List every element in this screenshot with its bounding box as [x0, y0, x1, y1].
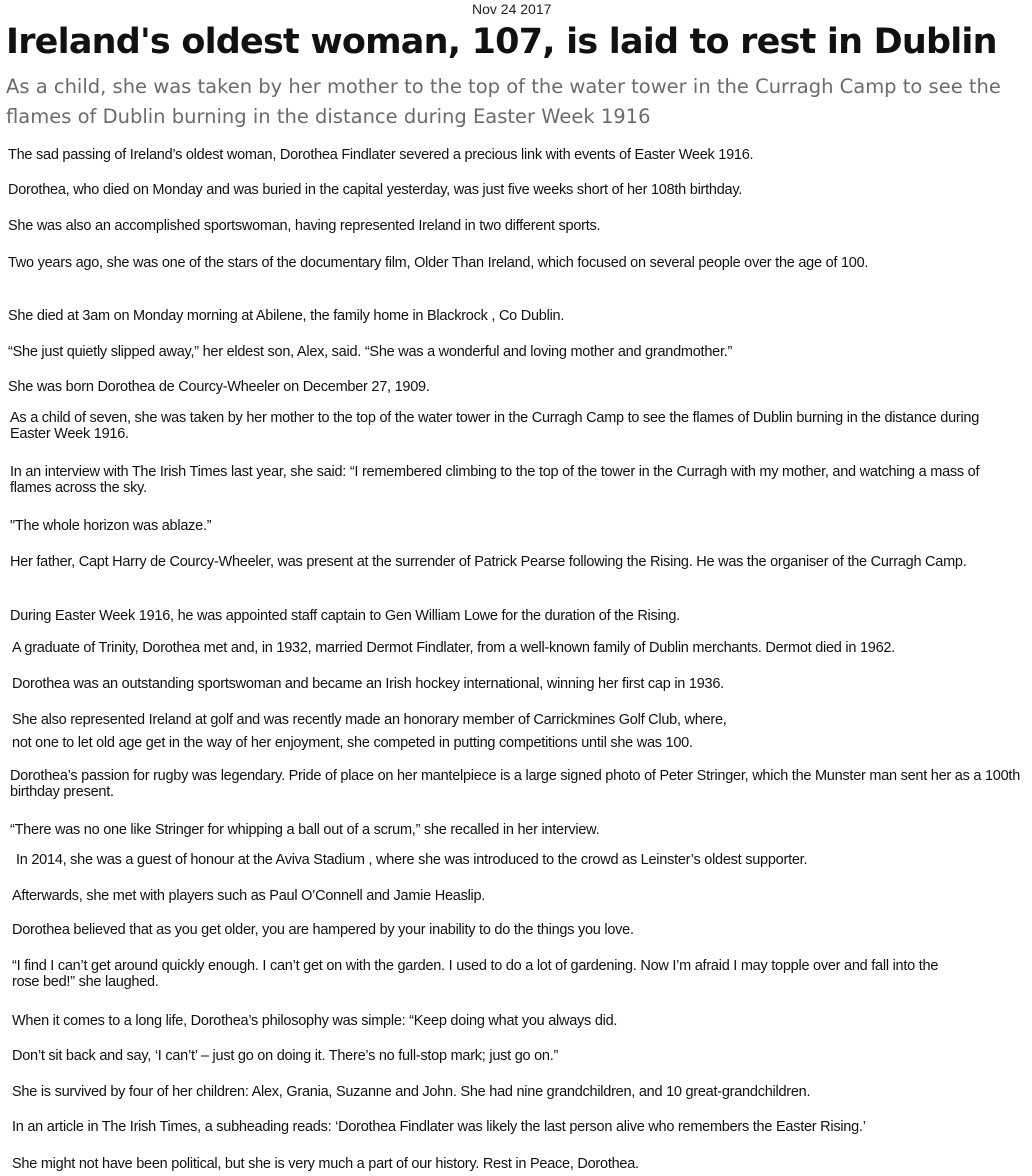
paragraph: When it comes to a long life, Dorothea’s philosophy was simple: “Keep doing what you always did. — [12, 1013, 618, 1029]
paragraph: The sad passing of Ireland’s oldest woman, Dorothea Findlater severed a precious link with events of Easter Week 1916. — [8, 147, 754, 163]
paragraph: In an interview with The Irish Times last year, she said: “I remembered climbing to the top of the tower in the Curragh with my mother, and watching a mass of flames across the sky. — [10, 464, 980, 496]
paragraph: She was born Dorothea de Courcy-Wheeler on December 27, 1909. — [8, 379, 430, 395]
paragraph: In an article in The Irish Times, a subheading reads: ‘Dorothea Findlater was likely the last person alive who remembers the Easter Rising.’ — [12, 1119, 866, 1135]
paragraph: not one to let old age get in the way of her enjoyment, she competed in putting competitions until she was 100. — [12, 735, 693, 751]
paragraph: She died at 3am on Monday morning at Abilene, the family home in Blackrock , Co Dublin. — [8, 308, 565, 324]
article-headline: Ireland's oldest woman, 107, is laid to rest in Dublin — [6, 22, 997, 62]
paragraph: She might not have been political, but she is very much a part of our history. Rest in Peace, Dorothea. — [12, 1156, 639, 1172]
paragraph: Dorothea believed that as you get older, you are hampered by your inability to do the things you love. — [12, 922, 634, 938]
paragraph: In 2014, she was a guest of honour at the Aviva Stadium , where she was introduced to the crowd as Leinster’s oldest supporter. — [16, 852, 808, 868]
paragraph: She also represented Ireland at golf and was recently made an honorary member of Carrickmines Golf Club, where, — [12, 712, 727, 728]
paragraph: A graduate of Trinity, Dorothea met and, in 1932, married Dermot Findlater, from a well-known family of Dublin merchants. Dermot died in 1962. — [12, 640, 895, 656]
paragraph: Don’t sit back and say, ‘I can’t’ – just go on doing it. There’s no full-stop mark; just go on.” — [12, 1048, 559, 1064]
paragraph: “She just quietly slipped away,” her eldest son, Alex, said. “She was a wonderful and loving mother and grandmother.” — [8, 344, 733, 360]
paragraph: “I find I can’t get around quickly enough. I can’t get on with the garden. I used to do a lot of gardening. Now I’m afraid I may topple over and fall into the rose bed!” she laughed. — [12, 958, 939, 990]
paragraph: Dorothea’s passion for rugby was legendary. Pride of place on her mantelpiece is a large signed photo of Peter Stringer, which the Munster man sent her as a 100th birthday present. — [10, 768, 1021, 800]
paragraph: Her father, Capt Harry de Courcy-Wheeler, was present at the surrender of Patrick Pearse following the Rising. He was the organiser of the Curragh Camp. — [10, 554, 967, 570]
paragraph: As a child of seven, she was taken by her mother to the top of the water tower in the Curragh Camp to see the flames of Dublin burning in the distance during Easter Week 1916. — [10, 410, 980, 442]
paragraph: Dorothea, who died on Monday and was buried in the capital yesterday, was just five weeks short of her 108th birthday. — [8, 182, 743, 198]
paragraph: "The whole horizon was ablaze.” — [10, 518, 212, 534]
paragraph: Afterwards, she met with players such as Paul O’Connell and Jamie Heaslip. — [12, 888, 486, 904]
article-subheadline: As a child, she was taken by her mother to the top of the water tower in the Curragh Camp to see the flames of Dublin burning in the distance during Easter Week 1916 — [6, 75, 1001, 128]
paragraph: Dorothea was an outstanding sportswoman and became an Irish hockey international, winning her first cap in 1936. — [12, 676, 724, 692]
paragraph: During Easter Week 1916, he was appointed staff captain to Gen William Lowe for the duration of the Rising. — [10, 608, 680, 624]
paragraph: She was also an accomplished sportswoman, having represented Ireland in two different sports. — [8, 218, 601, 234]
paragraph: She is survived by four of her children: Alex, Grania, Suzanne and John. She had nine grandchildren, and 10 great-grandchildren. — [12, 1084, 811, 1100]
paragraph: Two years ago, she was one of the stars of the documentary film, Older Than Ireland, which focused on several people over the age of 100. — [8, 255, 869, 271]
article-date: Nov 24 2017 — [472, 1, 552, 17]
paragraph: “There was no one like Stringer for whipping a ball out of a scrum,” she recalled in her interview. — [10, 822, 600, 838]
